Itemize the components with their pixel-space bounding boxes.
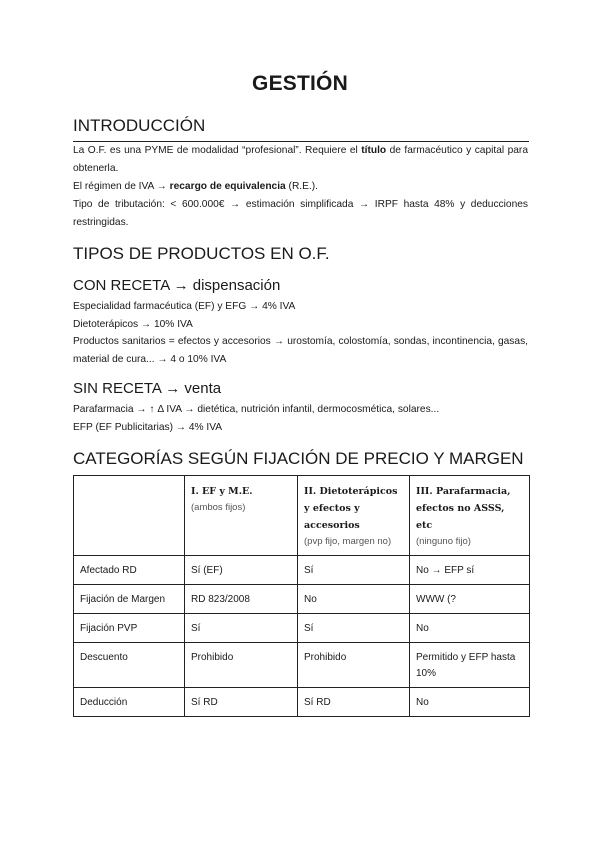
page-title: GESTIÓN [252, 72, 348, 95]
intro-paragraph-1: La O.F. es una PYME de modalidad “profesional”. Requiere el título de farmacéutico y capital para obtenerla. [73, 145, 528, 174]
table-cell: Sí RD [298, 688, 410, 717]
row-label: Descuento [74, 643, 185, 688]
table-cell: WWW (? [410, 585, 530, 614]
table-header-row [74, 476, 530, 556]
intro-paragraph-3: Tipo de tributación: < 600.000€ → estimación simplificada → IRPF hasta 48% y deducciones restringidas. [73, 199, 528, 228]
table-cell: No → EFP sí [410, 556, 530, 585]
table-cell: Sí (EF) [185, 556, 298, 585]
column-subtitle: (ninguno fijo) [416, 536, 471, 547]
row-label: Fijación PVP [74, 614, 185, 643]
table-cell: Sí RD [185, 688, 298, 717]
table-row [74, 688, 530, 717]
sin-receta-line: EFP (EF Publicitarias) → 4% IVA [73, 422, 223, 433]
column-title: III. Parafarmacia, efectos no ASSS, etc [416, 486, 511, 531]
column-title: I. EF y M.E. [191, 486, 253, 497]
table-column-header [298, 476, 410, 556]
table-row [74, 556, 530, 585]
table-cell: No [410, 614, 530, 643]
table-corner-cell [74, 476, 185, 556]
column-title: II. Dietoterápicos y efectos y accesorios [304, 486, 398, 531]
table-cell: Sí [185, 614, 298, 643]
column-subtitle: (pvp fijo, margen no) [304, 536, 392, 547]
sin-receta-line: Parafarmacia → ↑ Δ IVA → dietética, nutrición infantil, dermocosmética, solares... [73, 404, 440, 415]
table-cell: RD 823/2008 [185, 585, 298, 614]
row-label: Afectado RD [74, 556, 185, 585]
categorias-heading: CATEGORÍAS SEGÚN FIJACIÓN DE PRECIO Y MARGEN [73, 449, 524, 468]
table-cell: Prohibido [185, 643, 298, 688]
table-cell: No [298, 585, 410, 614]
con-receta-line: Especialidad farmacéutica (EF) y EFG → 4% IVA [73, 301, 296, 312]
table-row [74, 643, 530, 688]
table-row [74, 585, 530, 614]
con-receta-line: Productos sanitarios = efectos y accesorios → urostomía, colostomía, sondas, incontinencia, gasas, material de cura... → 4 o 10% IVA [73, 336, 528, 365]
table-column-header [410, 476, 530, 556]
con-receta-line: Dietoterápicos → 10% IVA [73, 319, 193, 330]
intro-paragraph-2: El régimen de IVA → recargo de equivalencia (R.E.). [73, 181, 318, 192]
table-cell: Permitido y EFP hasta 10% [410, 643, 530, 688]
intro-heading: INTRODUCCIÓN [73, 116, 529, 142]
column-subtitle: (ambos fijos) [191, 502, 246, 513]
table-cell: Sí [298, 556, 410, 585]
table-cell: No [410, 688, 530, 717]
row-label: Deducción [74, 688, 185, 717]
sin-receta-heading: SIN RECETA → venta [73, 380, 222, 397]
table-column-header [185, 476, 298, 556]
tipos-heading: TIPOS DE PRODUCTOS EN O.F. [73, 244, 330, 263]
table-row [74, 614, 530, 643]
table-cell: Sí [298, 614, 410, 643]
row-label: Fijación de Margen [74, 585, 185, 614]
categorias-table [73, 475, 530, 717]
con-receta-heading: CON RECETA → dispensación [73, 277, 281, 294]
table-cell: Prohibido [298, 643, 410, 688]
